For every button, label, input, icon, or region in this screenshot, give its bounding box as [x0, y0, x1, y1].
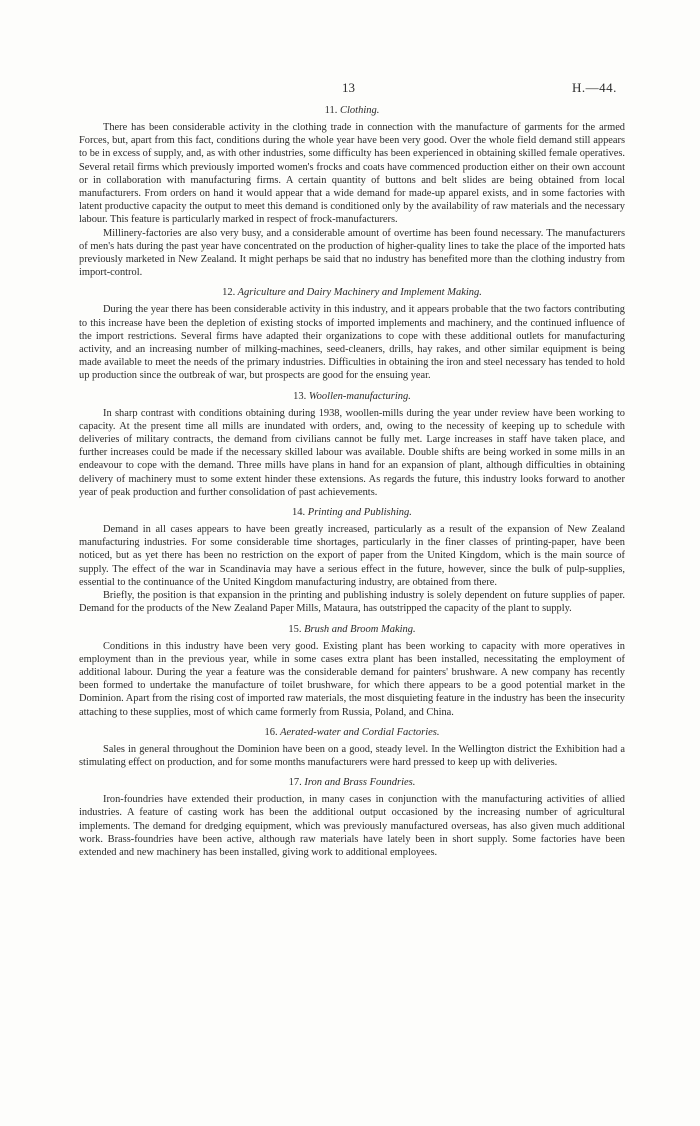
section-title: Agriculture and Dairy Machinery and Implement Making.	[237, 287, 482, 299]
document-reference: H.—44.	[572, 80, 617, 95]
section-number: 14.	[292, 507, 306, 519]
paragraph: During the year there has been considerable activity in this industry, and it appears probable that the two factors contributing to this increase have been the depletion of existing stocks of imported implements and machinery, and the continued influence of the import restrictions. Several firms have adapted their organizations to cope with these additional outlets for manufacturing activity, and an increasing number of milking-machines, seed-cleaners, drills, hay rakes, and other similar equipment is being made available to meet the needs of the primary industries. Difficulties in obtaining the iron and steel necessary has tended to hold up production since the outbreak of war, but prospects are good for the ensuing year.	[79, 304, 625, 382]
section-clothing	[79, 104, 625, 279]
section-heading	[79, 390, 625, 404]
section-brush-broom	[79, 623, 625, 719]
section-aerated-water	[79, 726, 625, 769]
section-number: 16.	[264, 726, 278, 738]
section-title: Clothing.	[339, 105, 380, 116]
section-title: Iron and Brass Foundries.	[304, 777, 416, 789]
section-heading	[79, 104, 625, 118]
paragraph: Iron-foundries have extended their production, in many cases in conjunction with the manufacturing activities of allied industries. A feature of casting work has been the additional output occasioned by the increasing number of agricultural implements. The demand for dredging equipment, which was previously manufactured overseas, has also given much additional work. Brass-foundries have been active, although raw materials have lately been in short supply. Some factories have been extended and new machinery has been installed, giving work to additional employees.	[79, 794, 625, 858]
section-number: 12.	[222, 287, 236, 299]
section-number: 11.	[324, 105, 338, 116]
section-number: 17.	[288, 777, 302, 789]
section-title: Woollen-manufacturing.	[308, 390, 411, 402]
section-heading	[79, 726, 625, 740]
section-number: 13.	[293, 390, 307, 402]
section-woollen-manufacturing	[79, 390, 625, 499]
section-title: Brush and Broom Making.	[304, 623, 416, 635]
section-printing-publishing	[79, 506, 625, 615]
section-iron-brass-foundries	[79, 776, 625, 859]
section-number: 15.	[288, 623, 302, 635]
paragraph: In sharp contrast with conditions obtaining during 1938, woollen-mills during the year under review have been working to capacity. At the present time all mills are inundated with orders, and, owing to the necessity of keeping up to schedule with deliveries of military contracts, the demand from civilians cannot be fully met. Large increases in staff have taken place, and further increases could be made if the necessary skilled labour was available. Double shifts are being worked in some mills in an endeavour to cope with the demand. Three mills have plans in hand for an expansion of plant, although difficulties in obtaining delivery of machinery must to some extent hinder these extensions. As regards the future, this industry looks forward to another year of peak production and further consolidation of past achievements.	[79, 407, 625, 498]
section-title: Aerated-water and Cordial Factories.	[280, 726, 440, 738]
section-heading	[79, 506, 625, 520]
section-agricultural-machinery	[79, 286, 625, 382]
paragraph: Sales in general throughout the Dominion have been on a good, steady level. In the Wellington district the Exhibition had a stimulating effect on production, and for some months manufacturers were hard pressed to keep up with deliveries.	[79, 743, 625, 768]
paragraph: Demand in all cases appears to have been greatly increased, particularly as a result of the expansion of New Zealand manufacturing industries. For some considerable time shortages, particularly in the finer classes of printing-paper, have been noticed, but as yet there has been no restriction on the export of paper from the United Kingdom, which is the main source of supply. The effect of the war in Scandinavia may have a serious effect in the future, however, since the bulk of pulp-supplies, essential to the continuance of the United Kingdom manufacturing industry, are obtained from there.	[79, 524, 625, 588]
page-header	[0, 80, 700, 100]
paragraph: Briefly, the position is that expansion in the printing and publishing industry is solely dependent on future supplies of paper. Demand for the products of the New Zealand Paper Mills, Mataura, has outstripped the capacity of the plant to supply.	[79, 590, 625, 615]
section-heading	[79, 776, 625, 790]
paragraph: Conditions in this industry have been very good. Existing plant has been working to capacity with more operatives in employment than in the previous year, while in some cases extra plant has been installed, necessitating the employment of additional labour. During the year a feature was the considerable demand for painters' brushware. A new company has recently been formed to undertake the manufacture of toilet brushware, for which there appears to be a good potential market in the Dominion. Apart from the rising cost of imported raw materials, the most disquieting feature in the industry has been the insecurity attaching to these supplies, most of which came formerly from Russia, Poland, and China.	[79, 640, 625, 718]
page-body	[79, 104, 625, 866]
section-heading	[79, 286, 625, 300]
page-number: 13	[342, 80, 355, 95]
paragraph: There has been considerable activity in the clothing trade in connection with the manufacture of garments for the armed Forces, but, apart from this fact, conditions during the whole year have been very good. Over the whole field demand still appears to be in excess of supply, and, as with other industries, some difficulty has been experienced in obtaining skilled female operatives. Several retail firms which previously imported women's frocks and coats have commenced production either on their own account or in collaboration with manufacturing firms. A certain quantity of buttons and belt slides are being obtained from local manufacturers. From orders on hand it would appear that a wide demand for made-up apparel exists, and in some factories with latent productive capacity the output to meet this demand is conditioned only by the availability of raw materials and the necessary labour. This feature is particularly marked in respect of frock-manufacturers.	[79, 122, 625, 226]
section-heading	[79, 623, 625, 637]
paragraph: Millinery-factories are also very busy, and a considerable amount of overtime has been found necessary. The manufacturers of men's hats during the past year have concentrated on the production of higher-quality lines to take the place of the imported hats previously marketed in New Zealand. It might perhaps be said that no industry has benefited more than the clothing industry from import-control.	[79, 227, 625, 279]
section-title: Printing and Publishing.	[307, 507, 412, 519]
